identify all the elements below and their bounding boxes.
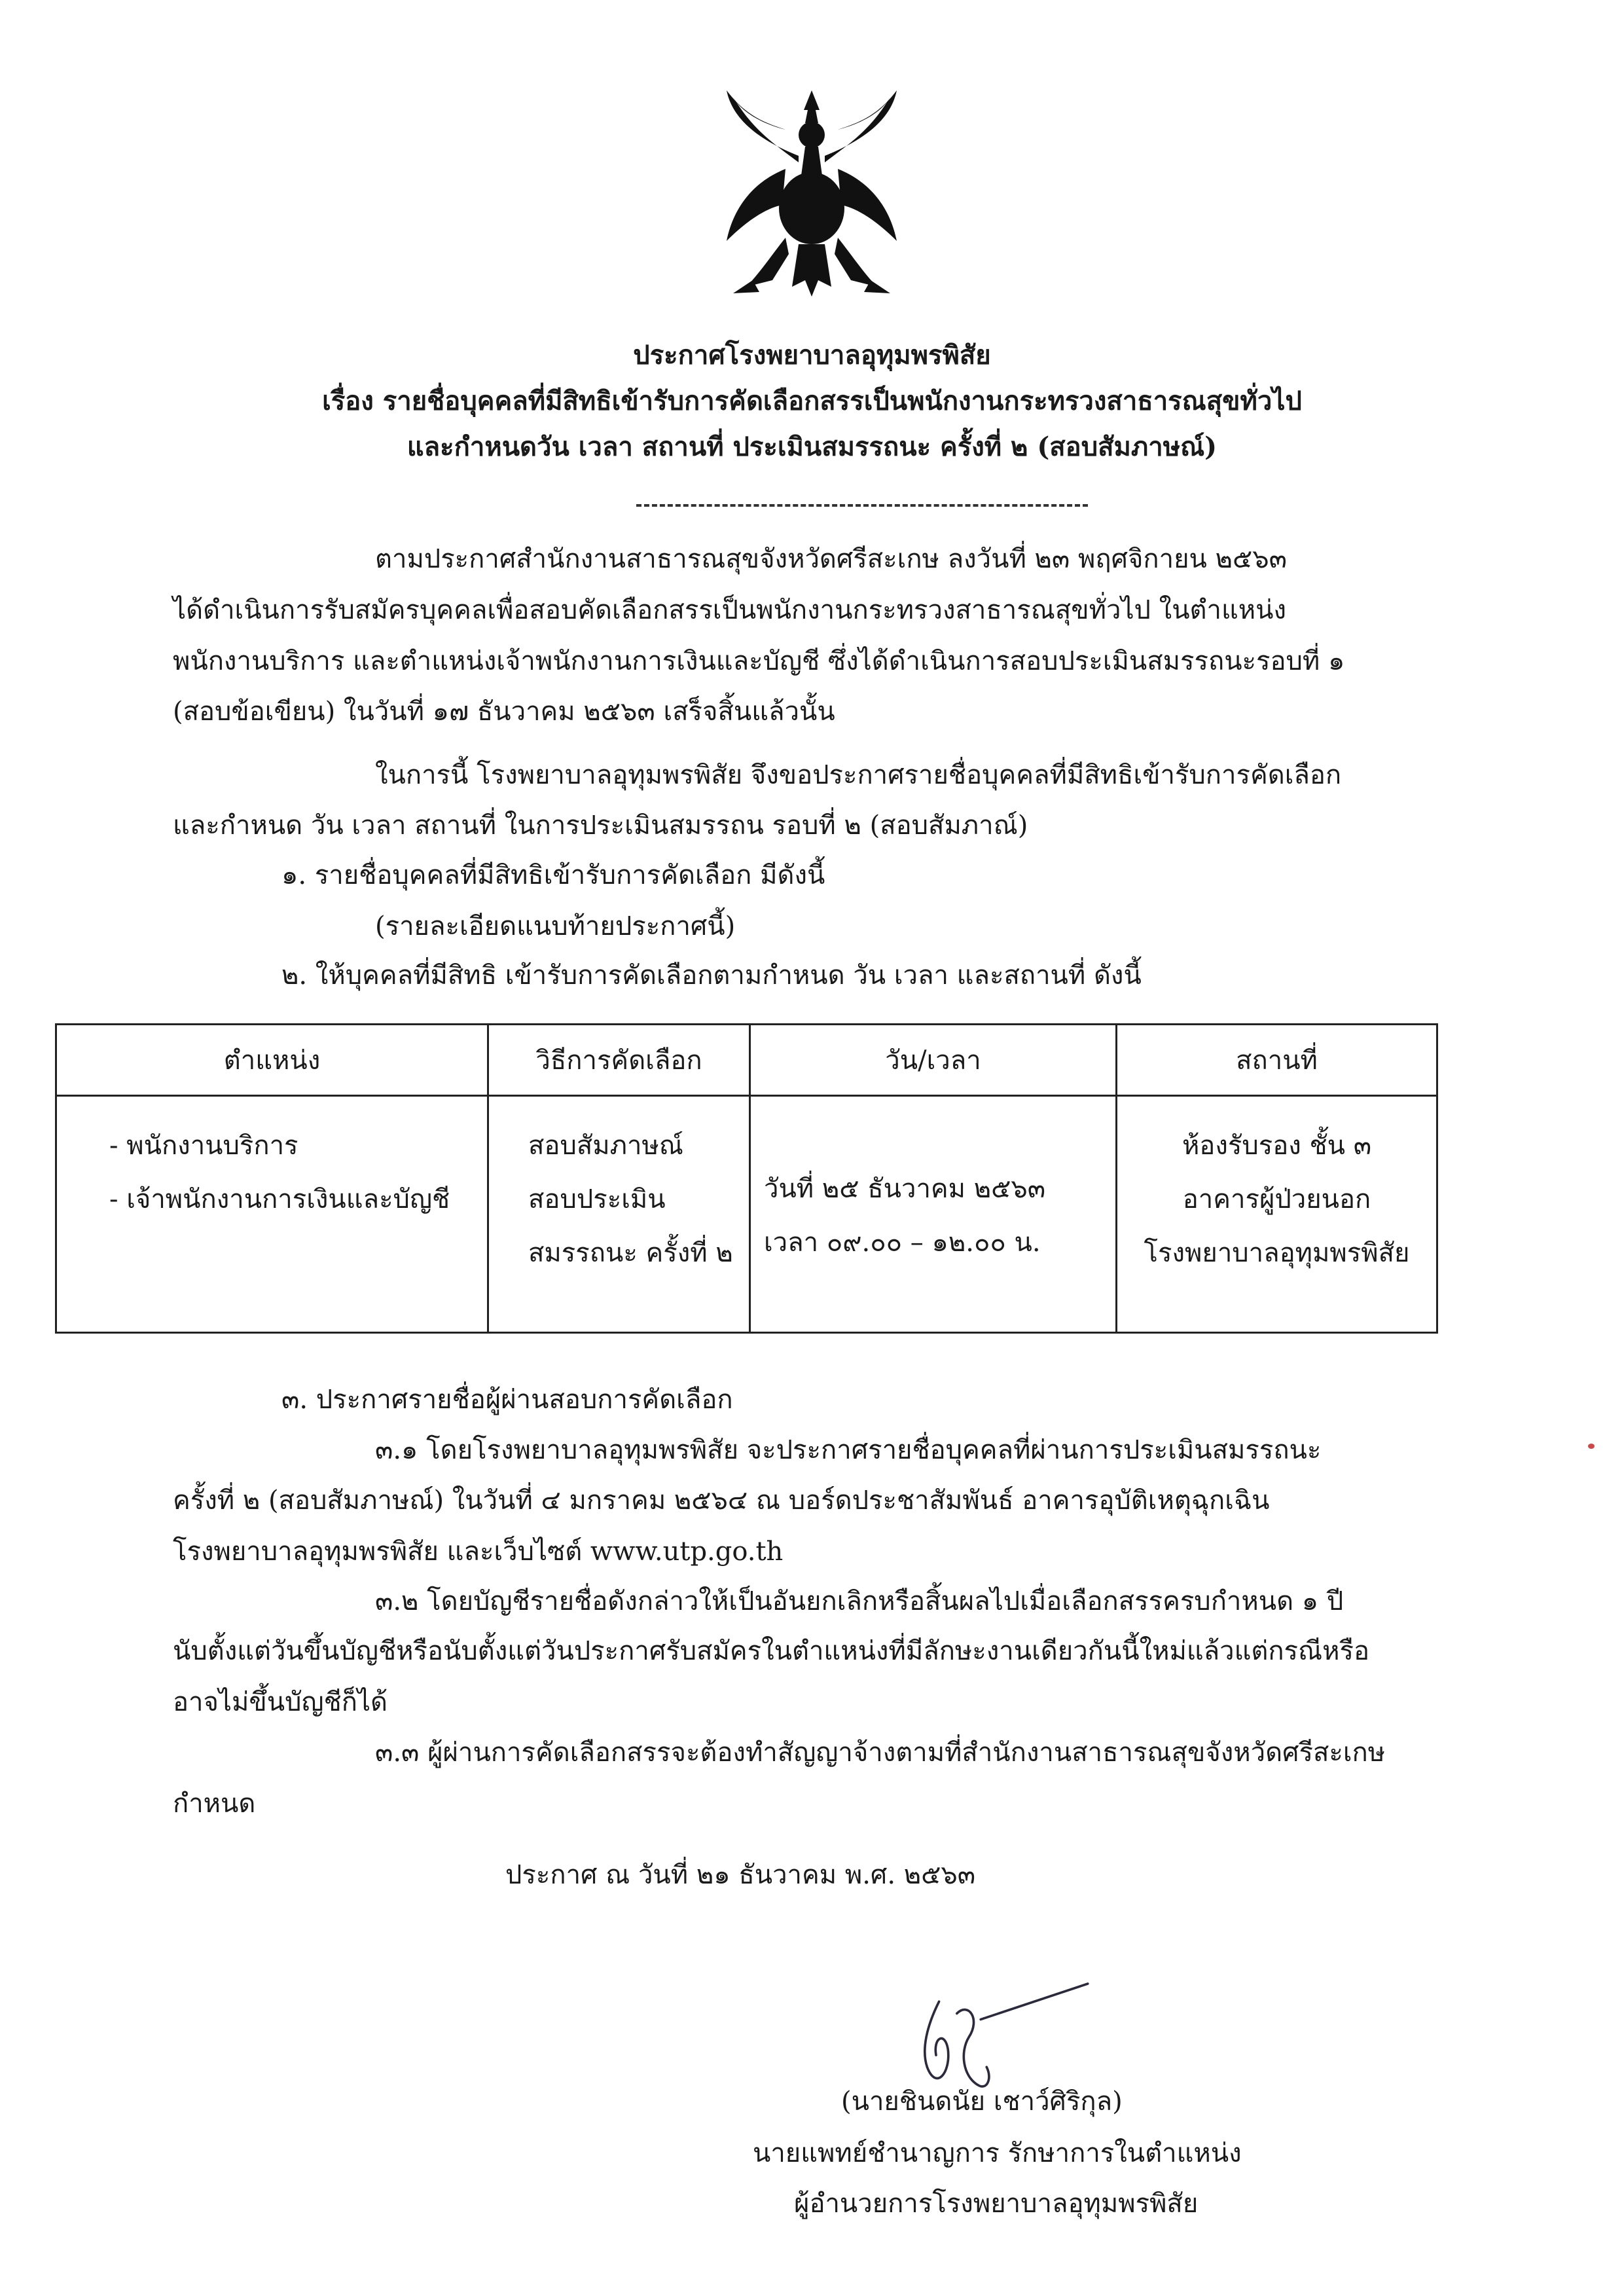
stray-mark bbox=[1588, 1444, 1595, 1449]
position-finance: - เจ้าพนักงานการเงินและบัญชี bbox=[109, 1184, 450, 1214]
method-line-1: สอบสัมภาษณ์ bbox=[528, 1131, 683, 1161]
signer-role: ผู้อำนวยการโรงพยาบาลอุทุมพรพิสัย bbox=[794, 2189, 1199, 2219]
place-line-3: โรงพยาบาลอุทุมพรพิสัย bbox=[1144, 1238, 1410, 1268]
item-3-1-line-3: โรงพยาบาลอุทุมพรพิสัย และเว็บไซต์ www.utp.go.th bbox=[173, 1537, 784, 1567]
table-header-row bbox=[56, 1025, 1437, 1096]
title-divider bbox=[636, 504, 1088, 507]
datetime-cell bbox=[750, 1096, 1117, 1333]
paragraph-2-line-1: ในการนี้ โรงพยาบาลอุทุมพรพิสัย จึงขอประกาศรายชื่อบุคคลที่มีสิทธิเข้ารับการคัดเลือก bbox=[375, 760, 1342, 790]
position-service: - พนักงานบริการ bbox=[109, 1131, 298, 1161]
datetime-time: เวลา ๐๙.๐๐ – ๑๒.๐๐ น. bbox=[764, 1228, 1041, 1258]
header-method: วิธีการคัดเลือก bbox=[488, 1025, 750, 1096]
item-3-1-line-2: ครั้งที่ ๒ (สอบสัมภาษณ์) ในวันที่ ๔ มกราคม ๒๕๖๔ ณ บอร์ดประชาสัมพันธ์ อาคารอุบัติเหตุฉุกเฉิน bbox=[173, 1485, 1270, 1516]
table-row bbox=[56, 1096, 1437, 1333]
announcement-title: ประกาศโรงพยาบาลอุทุมพรพิสัย bbox=[633, 340, 991, 371]
item-3: ๓. ประกาศรายชื่อผู้ผ่านสอบการคัดเลือก bbox=[281, 1385, 733, 1415]
item-1: ๑. รายชื่อบุคคลที่มีสิทธิเข้ารับการคัดเลือก มีดังนี้ bbox=[281, 860, 825, 890]
place-line-1: ห้องรับรอง ชั้น ๓ bbox=[1182, 1131, 1372, 1161]
subject-line-2: และกำหนดวัน เวลา สถานที่ ประเมินสมรรถนะ ครั้งที่ ๒ (สอบสัมภาษณ์) bbox=[406, 431, 1218, 462]
datetime-date: วันที่ ๒๕ ธันวาคม ๒๕๖๓ bbox=[764, 1174, 1046, 1204]
paragraph-2-line-2: และกำหนด วัน เวลา สถานที่ ในการประเมินสมรรถน รอบที่ ๒ (สอบสัมภาณ์) bbox=[173, 811, 1028, 841]
item-2: ๒. ให้บุคคลที่มีสิทธิ เข้ารับการคัดเลือกตามกำหนด วัน เวลา และสถานที่ ดังนี้ bbox=[281, 960, 1142, 991]
place-line-2: อาคารผู้ป่วยนอก bbox=[1182, 1184, 1371, 1214]
item-3-2-line-3: อาจไม่ขึ้นบัญชีก็ได้ bbox=[173, 1687, 388, 1717]
paragraph-1-line-1: ตามประกาศสำนักงานสาธารณสุขจังหวัดศรีสะเกษ ลงวันที่ ๒๓ พฤศจิกายน ๒๕๖๓ bbox=[375, 544, 1287, 574]
place-cell bbox=[1117, 1096, 1437, 1333]
header-position: ตำแหน่ง bbox=[56, 1025, 488, 1096]
item-3-3-line-1: ๓.๓ ผู้ผ่านการคัดเลือกสรรจะต้องทำสัญญาจ้างตามที่สำนักงานสาธารณสุขจังหวัดศรีสะเกษ bbox=[375, 1738, 1386, 1768]
paragraph-1-line-2: ได้ดำเนินการรับสมัครบุคคลเพื่อสอบคัดเลือกสรรเป็นพนักงานกระทรวงสาธารณสุขทั่วไป ในตำแหน่ง bbox=[173, 595, 1286, 625]
position-cell bbox=[56, 1096, 488, 1333]
announced-date: ประกาศ ณ วันที่ ๒๑ ธันวาคม พ.ศ. ๒๕๖๓ bbox=[505, 1860, 976, 1890]
item-3-3-line-2: กำหนด bbox=[173, 1789, 256, 1819]
schedule-table bbox=[55, 1023, 1438, 1334]
signer-name: (นายชินดนัย เชาว์ศิริกุล) bbox=[841, 2086, 1123, 2117]
method-line-3: สมรรถนะ ครั้งที่ ๒ bbox=[528, 1238, 733, 1268]
garuda-emblem-icon bbox=[707, 84, 916, 306]
item-3-2-line-2: นับตั้งแต่วันขึ้นบัญชีหรือนับตั้งแต่วันประกาศรับสมัครในตำแหน่งที่มีลักษะงานเดียวกันนี้ใหม่แล้วแต่กรณีหรือ bbox=[173, 1636, 1370, 1666]
handwritten-signature bbox=[903, 1938, 1100, 2160]
subject-line-1: เรื่อง รายชื่อบุคคลที่มีสิทธิเข้ารับการคัดเลือกสรรเป็นพนักงานกระทรวงสาธารณสุขทั่วไป bbox=[322, 386, 1302, 416]
item-3-1-line-1: ๓.๑ โดยโรงพยาบาลอุทุมพรพิสัย จะประกาศรายชื่อบุคคลที่ผ่านการประเมินสมรรถนะ bbox=[375, 1435, 1322, 1465]
header-place: สถานที่ bbox=[1117, 1025, 1437, 1096]
header-datetime: วัน/เวลา bbox=[750, 1025, 1117, 1096]
item-3-2-line-1: ๓.๒ โดยบัญชีรายชื่อดังกล่าวให้เป็นอันยกเลิกหรือสิ้นผลไปเมื่อเลือกสรรครบกำหนด ๑ ปี bbox=[375, 1586, 1344, 1616]
method-line-2: สอบประเมิน bbox=[528, 1184, 666, 1214]
paragraph-1-line-4: (สอบข้อเขียน) ในวันที่ ๑๗ ธันวาคม ๒๕๖๓ เสร็จสิ้นแล้วนั้น bbox=[173, 697, 835, 727]
signer-title: นายแพทย์ชำนาญการ รักษาการในตำแหน่ง bbox=[753, 2138, 1242, 2168]
item-1-note: (รายละเอียดแนบท้ายประกาศนี้) bbox=[375, 911, 736, 941]
method-cell bbox=[488, 1096, 750, 1333]
paragraph-1-line-3: พนักงานบริการ และตำแหน่งเจ้าพนักงานการเงินและบัญชี ซึ่งได้ดำเนินการสอบประเมินสมรรถนะรอบที่ ๑ bbox=[173, 646, 1345, 676]
